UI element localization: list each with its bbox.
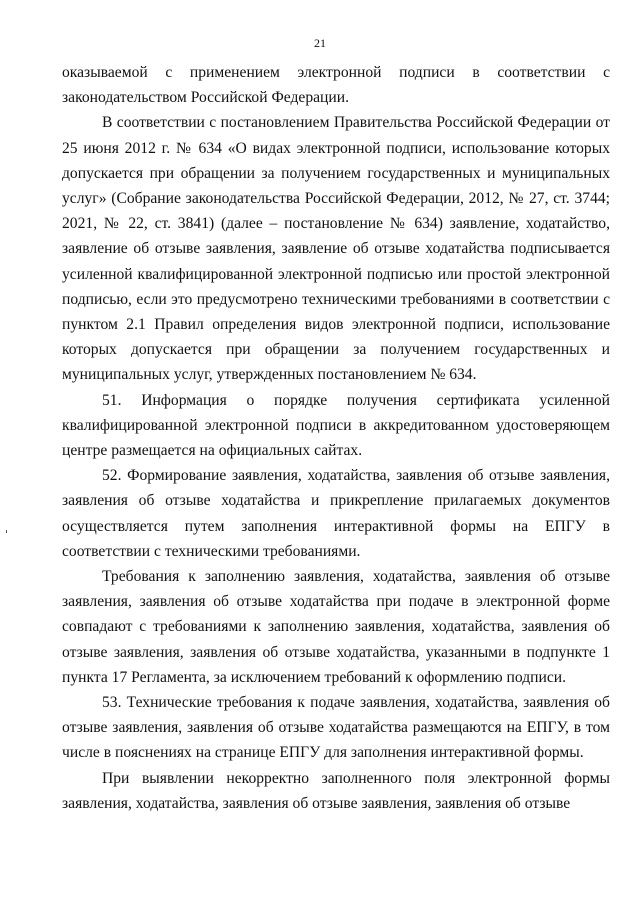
document-body	[62, 60, 610, 816]
paragraph-52: 52. Формирование заявления, ходатайства, заявления об отзыве заявления, заявления об отзыве ходатайства и прикрепление прилагаемых документов осуществляется путем заполнения интерактивной формы на ЕПГУ в соответствии с техническими требованиями.	[62, 467, 610, 560]
paragraph-53: 53. Технические требования к подаче заявления, ходатайства, заявления об отзыве заявления, заявления об отзыве ходатайства размещаются на ЕПГУ, в том числе в пояснениях на странице ЕПГУ для заполнения интерактивной формы.	[62, 694, 610, 762]
paragraph-incorrect-field: При выявлении некорректно заполненного поля электронной формы заявления, ходатайства, заявления об отзыве заявления, заявления об отзыве	[62, 769, 610, 812]
paragraph-form-requirements: Требования к заполнению заявления, ходатайства, заявления об отзыве заявления, заявления об отзыве ходатайства при подаче в электронной форме совпадают с требованиями к заполнению заявления, ходатайства, заявления об отзыве заявления, заявления об отзыве ходатайства, указанными в подпункте 1 пункта 17 Регламента, за исключением требований к оформлению подписи.	[62, 568, 610, 686]
paragraph-electronic-signature-types: В соответствии с постановлением Правительства Российской Федерации от 25 июня 2012 г. № 634 «О видах электронной подписи, использование которых допускается при обращении за получением государственных и муниципальных услуг» (Собрание законодательства Российской Федерации, 2012, № 27, ст. 3744; 2021, № 22, ст. 3841) (далее – постановление № 634) заявление, ходатайство, заявление об отзыве заявления, заявление об отзыве ходатайства подписывается усиленной квалифицированной электронной подписью или простой электронной подписью, если это предусмотрено техническими требованиями в соответствии с пунктом 2.1 Правил определения видов электронной подписи, использование которых допускается при обращении за получением государственных и муниципальных услуг, утвержденных постановлением № 634.	[62, 114, 610, 384]
paragraph-51: 51. Информация о порядке получения сертификата усиленной квалифицированной электронной подписи в аккредитованном удостоверяющем центре размещается на официальных сайтах.	[62, 391, 610, 460]
paragraph-continuation: оказываемой с применением электронной подписи в соответствии с законодательством Российской Федерации.	[62, 64, 610, 107]
margin-mark	[6, 530, 7, 533]
page-number: 21	[314, 36, 326, 50]
